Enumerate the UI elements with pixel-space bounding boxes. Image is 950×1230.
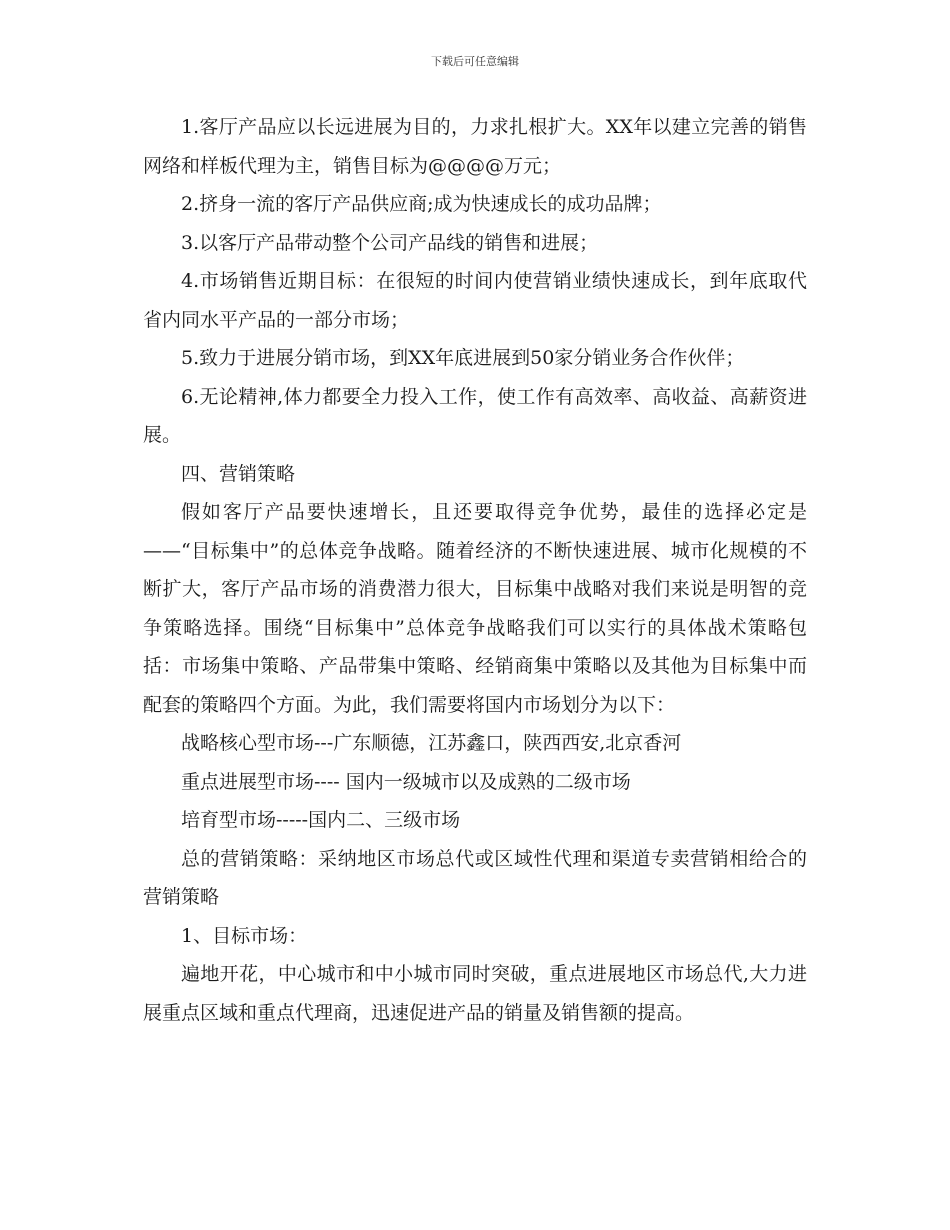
- paragraph-key-market: 重点进展型市场---- 国内一级城市以及成熟的二级市场: [181, 770, 631, 793]
- paragraph-strategy-overview: 假如客厅产品要快速增长，且还要取得竞争优势，最佳的选择必定是——“目标集中”的总体竞争战略。随着经济的不断快速进展、城市化规模的不断扩大，客厅产品市场的消费潜力很大，目标集中战略对我们来说是明智的竞争策略选择。围绕“目标集中”总体竞争战略我们可以实行的具体战术策略包括：市场集中策略、产品带集中策略、经销商集中策略以及其他为目标集中而配套的策略四个方面。为此，我们需要将国内市场划分为以下：: [143, 501, 807, 716]
- paragraph-target-market: 遍地开花，中心城市和中小城市同时突破，重点进展地区市场总代,大力进展重点区域和重点代理商，迅速促进产品的销量及销售额的提高。: [143, 963, 807, 1024]
- document-body: [143, 108, 807, 1032]
- paragraph-goal-3: 3.以客厅产品带动整个公司产品线的销售和进展；: [181, 231, 599, 254]
- paragraph-goal-5: 5.致力于进展分销市场，到XX年底进展到50家分销业务合作伙伴；: [181, 347, 745, 369]
- section-heading-marketing-strategy: 四、营销策略: [181, 462, 296, 485]
- paragraph-goal-4: 4.市场销售近期目标：在很短的时间内使营销业绩快速成长，到年底取代省内同水平产品的一部分市场；: [143, 270, 807, 331]
- subheading-target-market: 1、目标市场：: [181, 924, 308, 947]
- paragraph-goal-2: 2.挤身一流的客厅产品供应商;成为快速成长的成功品牌；: [181, 193, 662, 215]
- paragraph-goal-6: 6.无论精神,体力都要全力投入工作，使工作有高效率、高收益、高薪资进展。: [143, 385, 807, 446]
- paragraph-overall-strategy: 总的营销策略：采纳地区市场总代或区域性代理和渠道专卖营销相给合的营销策略: [143, 847, 807, 908]
- paragraph-nurture-market: 培育型市场-----国内二、三级市场: [181, 809, 461, 831]
- page-header-note: 下载后可任意编辑: [431, 55, 519, 68]
- paragraph-core-market: 战略核心型市场---广东顺德，江苏鑫口，陕西西安,北京香河: [181, 732, 682, 754]
- paragraph-goal-1: 1.客厅产品应以长远进展为目的，力求扎根扩大。XX年以建立完善的销售网络和样板代理为主，销售目标为@@@@万元；: [143, 116, 807, 177]
